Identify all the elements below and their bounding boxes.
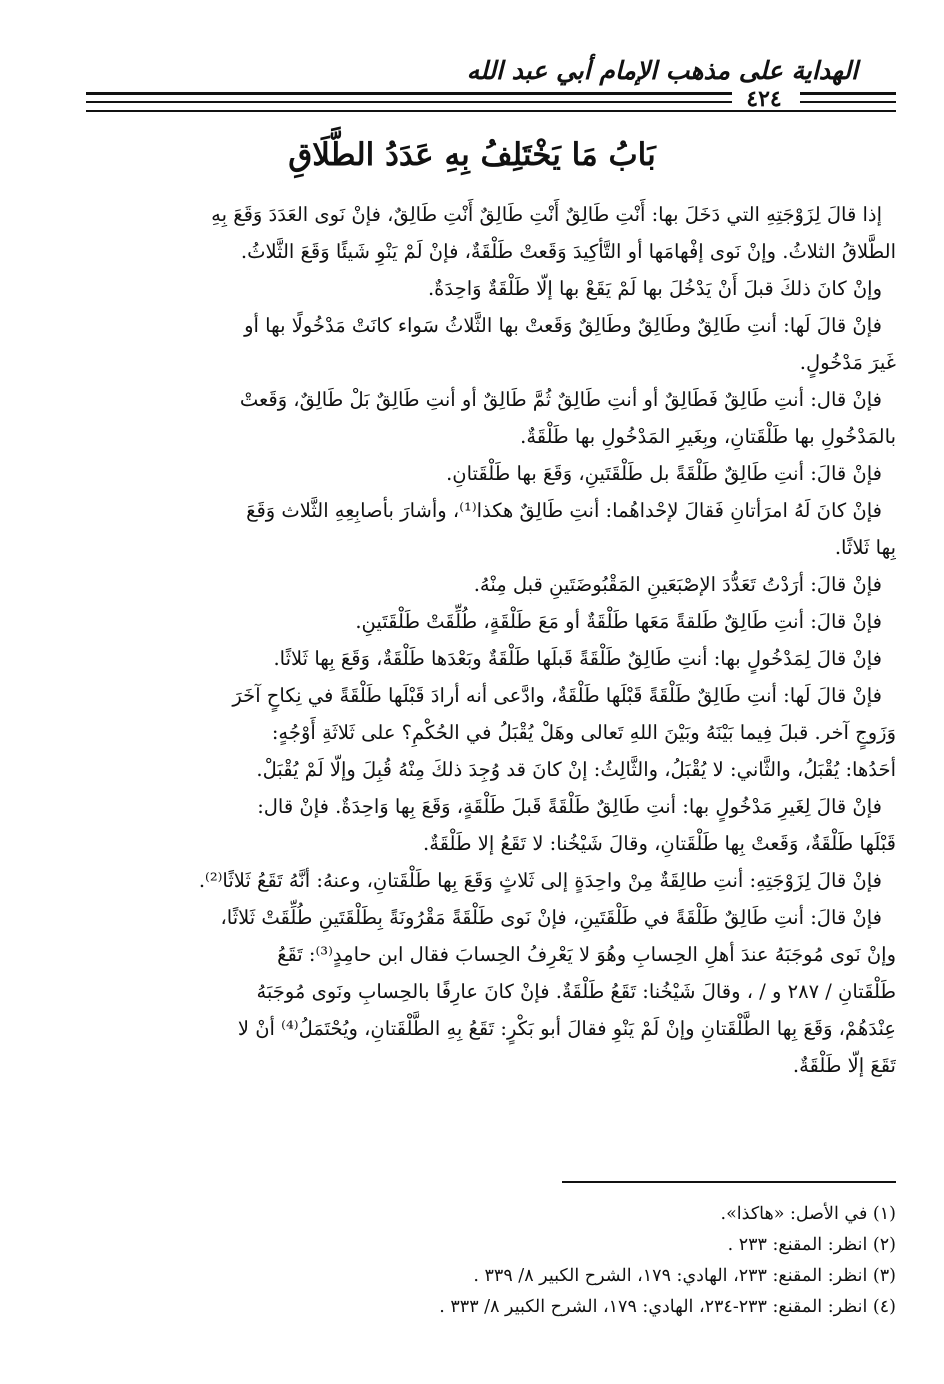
running-title: الهداية على مذهب الإمام أبي عبد الله — [466, 56, 858, 85]
footnote: (٣) انظر: المقنع: ٢٣٣، الهادي: ١٧٩، الشرح الكبير ٨/ ٣٣٩ . — [473, 1266, 896, 1286]
text-line: غَيرَ مَدْخُولٍ. — [799, 351, 896, 374]
text-line: فإنْ قالَ لَها: أنتِ طَالِقٌ طَلْقَةً قَبْلَها طَلْقَةٌ، وادَّعى أنه أرادَ قَبْلَها طَلْقَةً في نِكاحٍ آخَرَ — [232, 684, 882, 707]
text-line: فإنْ كانَ لَهُ امرَأتانِ فَقالَ لإحْداهُما: أنتِ طَالِقٌ هكذا⁽¹⁾، وأشارَ بأصابِعِهِ الثَّلاث وَقَعَ — [246, 499, 882, 522]
text-line: فإنْ قالَ: أنتِ طَالِقٌ طَلْقَةً في طَلْقَتَينِ، فإنْ نَوى طَلْقَةً مَقْرُونَةً بِطَلْقَتَينِ طُلِّقَتْ ثَلاثًا، — [220, 906, 882, 929]
text-line: طَلْقَتانِ / ٢٨٧ و / ، وقالَ شَيْخُنا: تَقَعُ طَلْقَةٌ. فإنْ كانَ عارِفًا بالحِسابِ ونَوى مُوجَبَهُ — [256, 980, 896, 1003]
footnote: (١) في الأصل: «هاكذا». — [720, 1204, 896, 1224]
header-rule-thick-right — [800, 92, 896, 95]
text-line: فإنْ قالَ لِزَوْجَتِهِ: أنتِ طالِقَةٌ مِنْ واحِدَةٍ إلى ثَلاثٍ وَقَعَ بِها طَلْقَتانِ، وعنهُ: أنَّهُ تَقَعُ ثَلاثًا⁽²⁾. — [198, 869, 882, 892]
text-line: فإنْ قالَ: أنتِ طَالِقٌ طَلْقَةً بل طَلْقَتَينِ، وَقَعَ بها طَلْقَتانِ. — [446, 462, 882, 485]
header-rule-thin-right — [800, 101, 896, 103]
header-rule-thin-left — [86, 101, 732, 103]
text-line: فإنْ قالَ لِغَيرِ مَدْخُولٍ بها: أنتِ طَالِقٌ طَلْقَةً قَبلَ طَلْقَةٍ، وَقَعَ بِها وَاحِدَةٌ. فإنْ قال: — [257, 795, 882, 818]
text-line: عِنْدَهُمْ، وَقَعَ بِها الطَّلْقَتانِ وإنْ لَمْ يَنْوِ فقالَ أبو بَكْرٍ: تَقَعُ بِهِ الطَّلْقَتانِ، ويُحْتَمَلُ⁽⁴⁾ أنْ لا — [237, 1017, 896, 1040]
text-line: إذا قالَ لِزَوْجَتِهِ التي دَخَلَ بها: أَنْتِ طَالِقٌ أَنْتِ طَالِقٌ أَنْتِ طَالِقٌ، فإنْ نَوى العَدَدَ وَقَعَ بِهِ — [211, 203, 882, 226]
text-line: فإنْ قالَ لَها: أنتِ طَالِقٌ وطَالِقٌ وطَالِقٌ وَقَعتْ بها الثَّلاثُ سَواء كانَتْ مَدْخُولًا بها أو — [244, 314, 882, 337]
footnote: (٢) انظر: المقنع: ٢٣٣ . — [727, 1235, 896, 1255]
text-line: بالمَدْخُولِ بها طَلْقَتانِ، وبِغَيرِ المَدْخُولِ بها طَلْقَةٌ. — [520, 425, 896, 448]
footnote: (٤) انظر: المقنع: ٢٣٣-٢٣٤، الهادي: ١٧٩، الشرح الكبير ٨/ ٣٣٣ . — [439, 1297, 896, 1317]
text-line: الطَّلاقُ الثلاثُ. وإنْ نَوى إفْهامَها أو التَّأكِيدَ وَقَعتْ طَلْقَةٌ، فإنْ لَمْ يَنْوِ شَيئًا وَقَعَ الثَّلاثُ. — [240, 240, 896, 263]
text-line: فإنْ قالَ: أرَدْتُ تَعَدُّدَ الإصْبَعَينِ المَقْبُوضَتَينِ قبل مِنْهُ. — [473, 573, 882, 596]
text-line: وإنْ نَوى مُوجَبَهُ عندَ أهلِ الحِسابِ وهُوَ لا يَعْرِفُ الحِسابَ فقال ابن حامِدٍ⁽³⁾: تَقَعُ — [277, 943, 896, 966]
footnotes — [200, 1199, 896, 1323]
text-line: فإنْ قالَ لِمَدْخُولٍ بها: أنتِ طَالِقٌ طَلْقَةً قَبلَها طَلْقَةٌ وبَعْدَها طَلْقَةٌ، وَقَعَ بِها ثَلاثًا. — [273, 647, 882, 670]
text-line: وَزَوجٍ آخر. قبلَ فِيما بَيْنَهُ وبَيْنَ اللهِ تَعالى وهَلْ يُقْبَلُ في الحُكْمِ؟ على ثَلاثَةِ أَوْجُهٍ: — [271, 721, 896, 744]
text-line: تَقَعَ إلّا طَلْقَةٌ. — [792, 1054, 896, 1077]
text-line: أحَدُها: يُقْبَلُ، والثَّاني: لا يُقْبَلُ، والثَّالِثُ: إنْ كانَ قد وُجِدَ ذلكَ مِنْهُ قُبِلَ وإلّا لَمْ يُقْبَلْ. — [256, 758, 896, 781]
text-line: بِها ثَلاثًا. — [834, 536, 896, 559]
header-rule-thick-left — [86, 92, 732, 95]
text-line: فإنْ قال: أنتِ طَالِقٌ فَطَالِقٌ أو أنتِ طَالِقٌ ثُمَّ طَالِقٌ أو أنتِ طَالِقٌ بَلْ طَالِقٌ، وَقَعتْ — [239, 388, 882, 411]
chapter-title: بَابُ مَا يَخْتَلِفُ بِهِ عَدَدُ الطَّلَاقِ — [288, 137, 656, 173]
text-line: فإنْ قالَ: أنتِ طَالِقٌ طَلقةً مَعَها طَلْقَةٌ أو مَعَ طَلْقَةٍ، طُلِّقَتْ طَلْقَتَينِ. — [355, 610, 882, 633]
body-text — [84, 196, 896, 1084]
text-line: قَبْلَها طَلْقَةٌ، وَقَعتْ بِها طَلْقَتانِ، وقالَ شَيْخُنا: لا تَقَعُ إلا طَلْقَةٌ. — [423, 832, 896, 855]
footnote-separator — [562, 1181, 896, 1183]
text-line: وإنْ كانَ ذلكَ قبلَ أَنْ يَدْخُلَ بها لَمْ يَقَعْ بها إلّا طَلْقَةٌ وَاحِدَةٌ. — [427, 277, 882, 300]
page-number: ٤٢٤ — [746, 86, 782, 112]
